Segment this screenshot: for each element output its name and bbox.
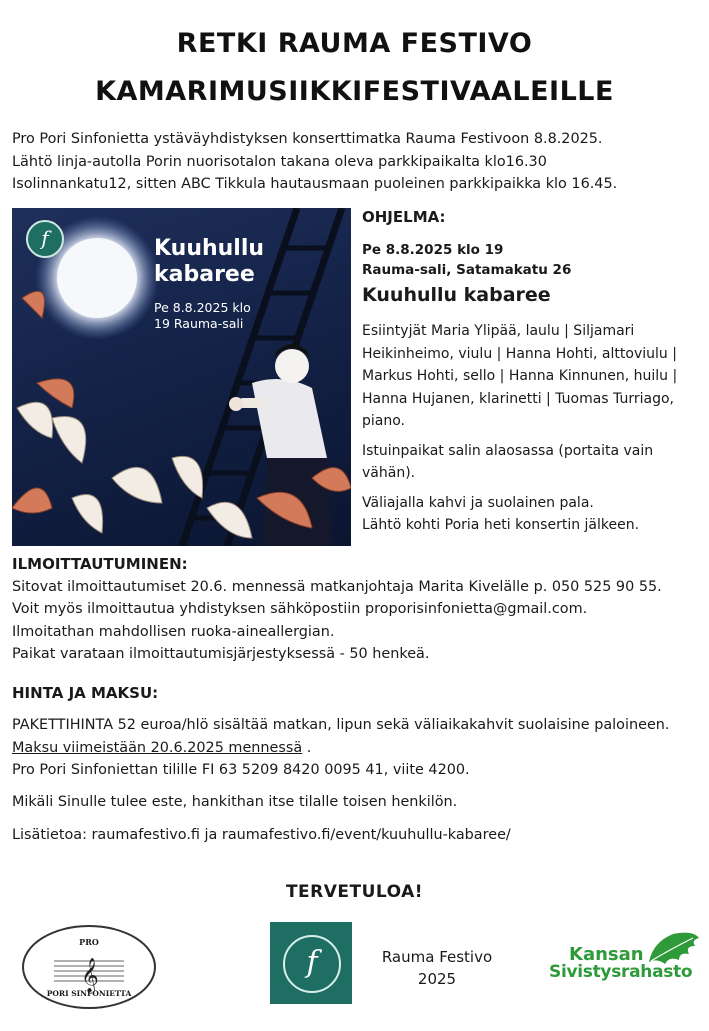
poster-title-line: Kuuhullu xyxy=(154,236,265,261)
rauma-festivo-caption xyxy=(362,946,512,990)
svg-text:𝄞: 𝄞 xyxy=(81,958,99,993)
concert-poster-image xyxy=(12,208,351,546)
program-venue: Rauma-sali, Satamakatu 26 xyxy=(362,262,572,278)
poster-title-line: kabaree xyxy=(154,262,255,287)
registration-line: Ilmoitathan mahdollisen ruoka-aineallergian. xyxy=(12,623,335,640)
note-text: Mikäli Sinulle tulee este, hankithan itse tilalle toisen henkilön. xyxy=(12,794,458,810)
registration-heading: ILMOITTAUTUMINEN: xyxy=(12,555,188,573)
seats-line: Istuinpaikat salin alaosassa (portaita vain xyxy=(362,442,654,459)
registration-line: Voit myös ilmoittautua yhdistyksen sähköpostiin proporisinfonietta@gmail.com. xyxy=(12,601,588,617)
page-title-line1: RETKI RAUMA FESTIVO xyxy=(176,28,533,59)
festivo-caption-line: Rauma Festivo xyxy=(381,948,493,966)
ksr-line1: Kansan xyxy=(569,944,644,965)
festivo-f-icon: f xyxy=(283,935,341,993)
payment-heading: HINTA JA MAKSU: xyxy=(12,684,159,702)
more-info xyxy=(12,824,707,847)
poster-date xyxy=(154,300,251,332)
seats-line: vähän). xyxy=(362,465,416,481)
program-break xyxy=(362,492,702,537)
performers-line: Heikinheimo, viulu | Hanna Hohti, alttoviulu | xyxy=(362,345,677,362)
poster-date-line: Pe 8.8.2025 klo xyxy=(154,300,251,315)
pori-sinfonietta-logo xyxy=(22,925,156,1009)
rauma-festivo-logo xyxy=(270,922,352,1004)
payment-deadline: Maksu viimeistään 20.6.2025 mennessä xyxy=(12,739,303,756)
registration-line: Sitovat ilmoittautumiset 20.6. mennessä matkanjohtaja Marita Kivelälle p. 050 525 90 55. xyxy=(12,578,662,595)
page-title-line2: KAMARIMUSIIKKIFESTIVAALEILLE xyxy=(95,76,614,107)
oak-leaf-icon xyxy=(643,928,703,966)
payment-line: Pro Pori Sinfoniettan tilille FI 63 5209 8420 0095 41, viite 4200. xyxy=(12,762,470,778)
welcome-text: TERVETULOA! xyxy=(285,882,424,902)
festivo-logo-icon: f xyxy=(26,220,64,258)
intro-line: Isolinnankatu12, sitten ABC Tikkula hautausmaan puoleinen parkkipaikka klo 16.45. xyxy=(12,176,618,192)
performers-line: Hanna Hujanen, klarinetti | Tuomas Turriago, xyxy=(362,390,674,407)
intro-line: Pro Pori Sinfonietta ystäväyhdistyksen konserttimatka Rauma Festivoon 8.8.2025. xyxy=(12,131,603,147)
intro-line: Lähtö linja-autolla Porin nuorisotalon takana oleva parkkipaikalta klo16.30 xyxy=(12,153,547,170)
performers-line: Esiintyjät Maria Ylipää, laulu | Siljamari xyxy=(362,323,635,339)
program-performers xyxy=(362,320,702,433)
registration-line: Paikat varataan ilmoittautumisjärjestyksessä - 50 henkeä. xyxy=(12,646,430,662)
kansan-sivistysrahasto-logo xyxy=(547,928,702,988)
performers-line: piano. xyxy=(362,413,405,429)
performers-line: Markus Hohti, sello | Hanna Kinnunen, huilu | xyxy=(362,368,678,384)
program-section xyxy=(362,208,702,544)
payment-heading-wrap xyxy=(12,682,707,705)
ksr-line2: Sivistysrahasto xyxy=(549,962,693,982)
poster-date-line: 19 Rauma-sali xyxy=(154,316,244,331)
break-line: Lähtö kohti Poria heti konsertin jälkeen. xyxy=(362,517,640,533)
program-date: Pe 8.8.2025 klo 19 xyxy=(362,242,504,258)
payment-deadline-suffix: . xyxy=(302,739,312,756)
cancellation-note xyxy=(12,791,707,814)
registration-section xyxy=(12,553,707,666)
logo-name-text: PORI SINFONIETTA xyxy=(46,989,132,998)
program-show-title: Kuuhullu kabaree xyxy=(362,284,551,306)
payment-line: PAKETTIHINTA 52 euroa/hlö sisältää matkan, lipun sekä väliaikakahvit suolaisine paloineen. xyxy=(12,717,670,733)
logo-pro-text: PRO xyxy=(79,937,99,947)
program-seats xyxy=(362,440,702,485)
intro-text xyxy=(12,128,702,196)
break-line: Väliajalla kahvi ja suolainen pala. xyxy=(362,494,594,511)
festivo-caption-line: 2025 xyxy=(417,970,457,988)
more-info-text: Lisätietoa: raumafestivo.fi ja raumafestivo.fi/event/kuuhullu-kabaree/ xyxy=(12,827,511,843)
payment-section xyxy=(12,714,707,782)
program-heading: OHJELMA: xyxy=(362,208,446,226)
poster-title xyxy=(154,236,264,288)
payment-deadline-line xyxy=(12,737,707,760)
